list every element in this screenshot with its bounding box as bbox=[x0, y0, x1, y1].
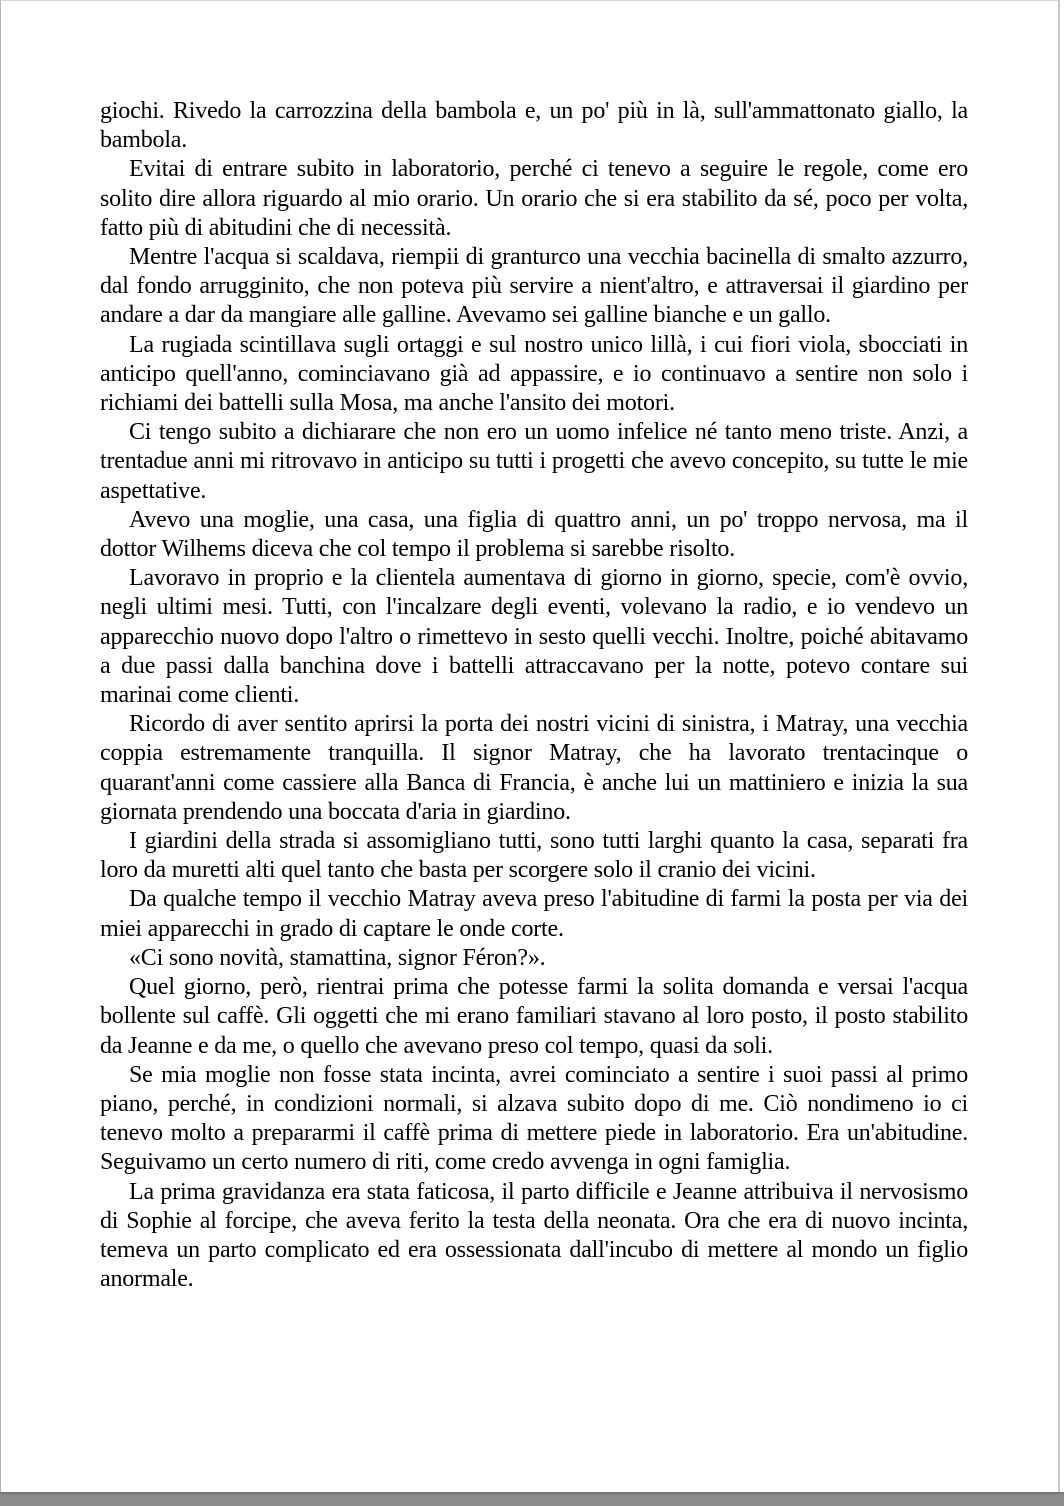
paragraph: Mentre l'acqua si scaldava, riempii di granturco una vecchia bacinella di smalto azzurro, dal fondo arrugginito, che non poteva più servire a nient'altro, e attraversai il giardino per andare a dar da mangiare alle galline. Avevamo sei galline bianche e un gallo. bbox=[100, 244, 968, 329]
paragraph: Ricordo di aver sentito aprirsi la porta dei nostri vicini di sinistra, i Matray, una vecchia coppia estremamente tranquilla. Il signor Matray, che ha lavorato trentacinque o quarant'anni come cassiere alla Banca di Francia, è anche lui un mattiniero e inizia la sua giornata prendendo una boccata d'aria in giardino. bbox=[100, 711, 968, 825]
paragraph: Avevo una moglie, una casa, una figlia di quattro anni, un po' troppo nervosa, ma il dottor Wilhems diceva che col tempo il problema si sarebbe risolto. bbox=[100, 506, 968, 563]
page-text bbox=[100, 97, 968, 1294]
paragraph: Se mia moglie non fosse stata incinta, avrei cominciato a sentire i suoi passi al primo piano, perché, in condizioni normali, si alzava subito dopo di me. Ciò nondimeno io ci tenevo molto a prepararmi il caffè prima di mettere piede in laboratorio. Era un'abitudine. Seguivamo un certo numero di riti, come credo avvenga in ogni famiglia. bbox=[100, 1061, 968, 1176]
paragraph: giochi. Rivedo la carrozzina della bambola e, un po' più in là, sull'ammattonato giallo, la bambola. bbox=[100, 98, 968, 154]
viewer-background bbox=[0, 1492, 1064, 1506]
paragraph: Lavoravo in proprio e la clientela aumentava di giorno in giorno, specie, com'è ovvio, negli ultimi mesi. Tutti, con l'incalzare degli eventi, volevano la radio, e io vendevo un apparecchio nuovo dopo l'altro o rimettevo in sesto quelli vecchi. Inoltre, poiché abitavamo a due passi dalla banchina dove i battelli attraccavano per la notte, potevo contare sui marinai come clienti. bbox=[100, 565, 968, 709]
paragraph: Quel giorno, però, rientrai prima che potesse farmi la solita domanda e versai l'acqua bollente sul caffè. Gli oggetti che mi erano familiari stavano al loro posto, il posto stabilito da Jeanne e da me, o quello che avevano preso col tempo, quasi da soli. bbox=[100, 974, 968, 1059]
paragraph: Ci tengo subito a dichiarare che non ero un uomo infelice né tanto meno triste. Anzi, a trentadue anni mi ritrovavo in anticipo su tutti i progetti che avevo concepito, su tutte le mie aspettative. bbox=[100, 419, 968, 504]
paragraph: «Ci sono novità, stamattina, signor Féron?». bbox=[129, 944, 546, 971]
paragraph: I giardini della strada si assomigliano tutti, sono tutti larghi quanto la casa, separati fra loro da muretti alti quel tanto che basta per scorgere solo il cranio dei vicini. bbox=[100, 828, 968, 884]
paragraph: Da qualche tempo il vecchio Matray aveva preso l'abitudine di farmi la posta per via dei miei apparecchi in grado di captare le onde corte. bbox=[100, 886, 968, 942]
paragraph: La prima gravidanza era stata faticosa, il parto difficile e Jeanne attribuiva il nervosismo di Sophie al forcipe, che aveva ferito la testa della neonata. Ora che era di nuovo incinta, temeva un parto complicato ed era ossessionata dall'incubo di mettere al mondo un figlio anormale. bbox=[100, 1178, 968, 1293]
paragraph: La rugiada scintillava sugli ortaggi e sul nostro unico lillà, i cui fiori viola, sbocciati in anticipo quell'anno, cominciavano già ad appassire, e io continuavo a sentire non solo i richiami dei battelli sulla Mosa, ma anche l'ansito dei motori. bbox=[100, 331, 968, 417]
paragraph: Evitai di entrare subito in laboratorio, perché ci tenevo a seguire le regole, come ero solito dire allora riguardo al mio orario. Un orario che si era stabilito da sé, poco per volta, fatto più di abitudini che di necessità. bbox=[100, 156, 968, 241]
